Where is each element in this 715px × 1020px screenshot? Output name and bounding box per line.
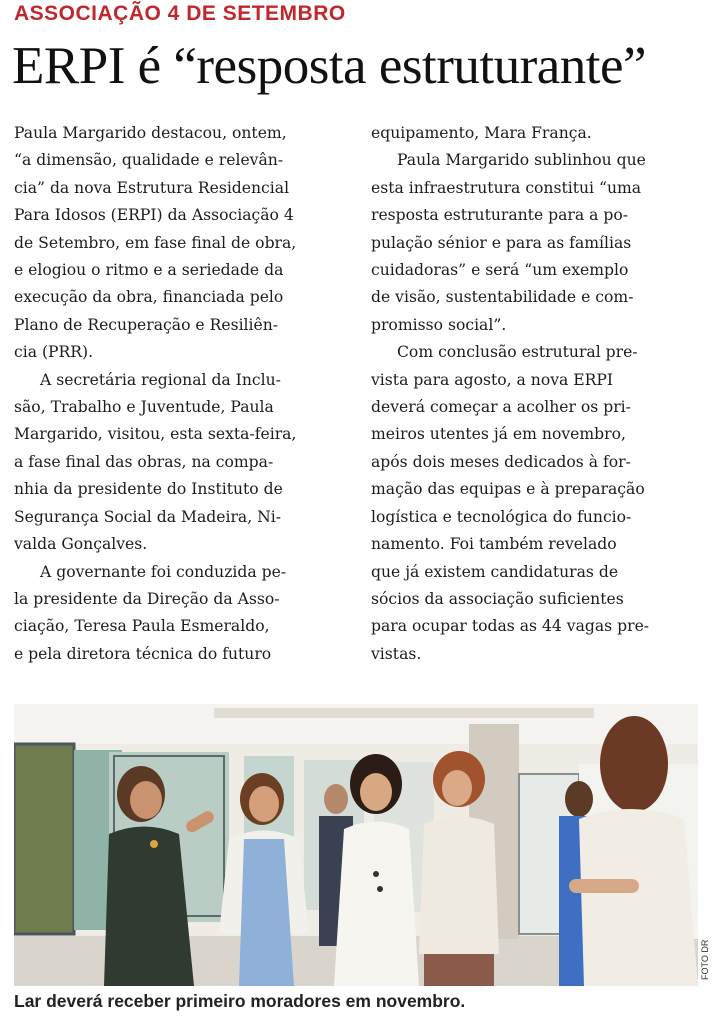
text-line: la presidente da Direção da Asso- bbox=[14, 589, 280, 608]
text-line: Segurança Social da Madeira, Ni- bbox=[14, 507, 282, 526]
text-line: esta infraestrutura constitui “uma bbox=[371, 178, 642, 197]
photo-credit: FOTO DR bbox=[700, 939, 710, 981]
text-line: e pela diretora técnica do futuro bbox=[14, 644, 272, 663]
text-line: equipamento, Mara França. bbox=[371, 124, 592, 142]
paragraph-5 bbox=[371, 339, 699, 668]
photo-illustration bbox=[14, 704, 698, 986]
text-line: de visão, sustentabilidade e com- bbox=[371, 288, 634, 307]
text-line: A secretária regional da Inclu- bbox=[40, 370, 281, 389]
section-kicker: ASSOCIAÇÃO 4 DE SETEMBRO bbox=[14, 2, 346, 25]
text-line: e elogiou o ritmo e a seriedade da bbox=[14, 261, 284, 280]
paragraph-1 bbox=[14, 120, 340, 367]
text-line: pulação sénior e para as famílias bbox=[371, 233, 632, 252]
text-line: namento. Foi também revelado bbox=[371, 535, 617, 554]
article-headline: ERPI é “resposta estruturante” bbox=[12, 37, 647, 95]
text-line: cuidadoras” e será “um exemplo bbox=[371, 261, 629, 280]
paragraph-3-continued bbox=[371, 120, 699, 147]
paragraph-4 bbox=[371, 147, 699, 339]
photo-caption: Lar deverá receber primeiro moradores em novembro. bbox=[14, 991, 466, 1011]
text-line: sócios da associação suficientes bbox=[371, 589, 624, 608]
text-line: logística e tecnológica do funcio- bbox=[371, 507, 632, 526]
text-line: de Setembro, em fase final de obra, bbox=[14, 233, 297, 252]
text-line: nhia da presidente do Instituto de bbox=[14, 480, 283, 499]
text-line: valda Gonçalves. bbox=[14, 535, 148, 554]
article-column-right bbox=[371, 120, 699, 668]
text-line: meiros utentes já em novembro, bbox=[371, 425, 626, 444]
text-line: Plano de Recuperação e Resiliên- bbox=[14, 315, 279, 334]
text-line: mação das equipas e à preparação bbox=[371, 480, 645, 499]
text-line: a fase final das obras, na compa- bbox=[14, 452, 274, 471]
paragraph-3 bbox=[14, 559, 340, 669]
text-line: vistas. bbox=[371, 644, 422, 663]
text-line: Paula Margarido sublinhou que bbox=[397, 151, 646, 170]
text-line: cia (PRR). bbox=[14, 343, 94, 362]
text-line: após dois meses dedicados à for- bbox=[371, 452, 631, 471]
text-line: Com conclusão estrutural pre- bbox=[397, 343, 638, 362]
text-line: Paula Margarido destacou, ontem, bbox=[14, 124, 287, 142]
text-line: promisso social”. bbox=[371, 315, 507, 334]
paragraph-2 bbox=[14, 367, 340, 559]
text-line: vista para agosto, a nova ERPI bbox=[371, 370, 614, 389]
text-line: ciação, Teresa Paula Esmeraldo, bbox=[14, 617, 270, 636]
text-line: “a dimensão, qualidade e relevân- bbox=[14, 151, 284, 170]
news-photo bbox=[14, 704, 698, 986]
text-line: que já existem candidaturas de bbox=[371, 562, 619, 581]
text-line: Margarido, visitou, esta sexta-feira, bbox=[14, 425, 297, 444]
text-line: cia” da nova Estrutura Residencial bbox=[14, 178, 290, 197]
text-line: para ocupar todas as 44 vagas pre- bbox=[371, 617, 650, 636]
text-line: A governante foi conduzida pe- bbox=[40, 562, 287, 581]
text-line: resposta estruturante para a po- bbox=[371, 206, 629, 225]
text-line: são, Trabalho e Juventude, Paula bbox=[14, 398, 274, 417]
text-line: deverá começar a acolher os pri- bbox=[371, 398, 631, 417]
text-line: Para Idosos (ERPI) da Associação 4 bbox=[14, 206, 294, 225]
text-line: execução da obra, financiada pelo bbox=[14, 288, 284, 307]
article-column-left bbox=[14, 120, 340, 668]
